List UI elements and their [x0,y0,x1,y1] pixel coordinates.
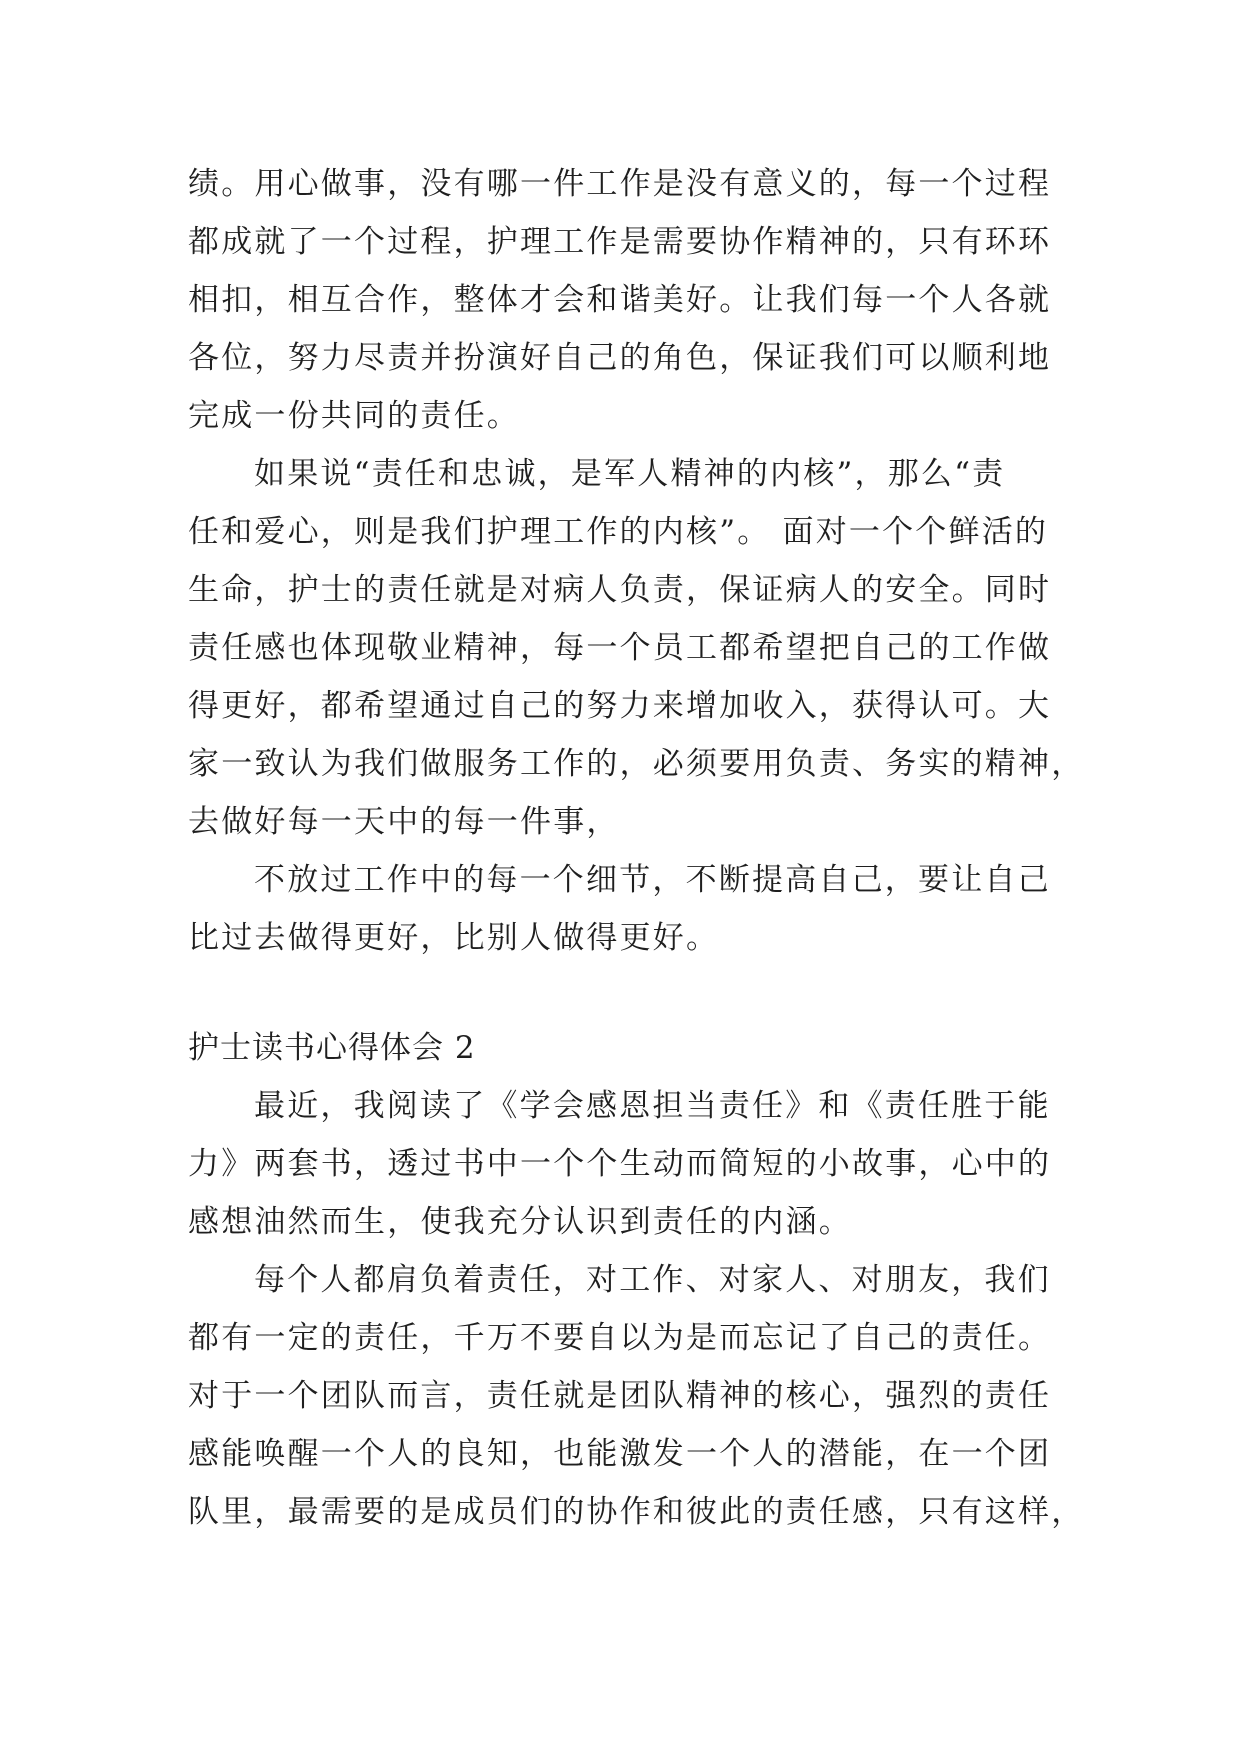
paragraph-line: 完成一份共同的责任。 [188,398,520,434]
paragraph-line: 绩。用心做事，没有哪一件工作是没有意义的，每一个过程 [188,166,1052,202]
paragraph-line: 去做好每一天中的每一件事， [188,804,620,840]
paragraph-line: 生命，护士的责任就是对病人负责，保证病人的安全。同时 [188,572,1052,608]
paragraph-line: 最近，我阅读了《学会感恩担当责任》和《责任胜于能 [254,1088,1051,1124]
paragraph-line: 感能唤醒一个人的良知，也能激发一个人的潜能，在一个团 [188,1436,1052,1472]
paragraph-line: 对于一个团队而言，责任就是团队精神的核心，强烈的责任 [188,1378,1052,1414]
paragraph-line: 都成就了一个过程，护理工作是需要协作精神的，只有环环 [188,224,1052,260]
paragraph-line: 家一致认为我们做服务工作的，必须要用负责、务实的精神， [188,746,1085,782]
paragraph-line: 各位，努力尽责并扮演好自己的角色，保证我们可以顺利地 [188,340,1052,376]
paragraph-line: 任和爱心，则是我们护理工作的内核”。 面对一个个鲜活的 [188,514,1049,550]
paragraph-line: 感想油然而生，使我充分认识到责任的内涵。 [188,1204,852,1240]
paragraph-line: 得更好，都希望通过自己的努力来增加收入，获得认可。大 [188,688,1052,724]
paragraph-line: 责任感也体现敬业精神，每一个员工都希望把自己的工作做 [188,630,1052,666]
paragraph-line: 不放过工作中的每一个细节，不断提高自己，要让自己 [254,862,1051,898]
document-body [188,155,1085,1541]
section-gap [188,967,1078,1019]
paragraph-line: 每个人都肩负着责任，对工作、对家人、对朋友，我们 [254,1262,1051,1298]
paragraph-line: 都有一定的责任，千万不要自以为是而忘记了自己的责任。 [188,1320,1052,1356]
paragraph-line: 力》两套书，透过书中一个个生动而简短的小故事，心中的 [188,1146,1052,1182]
section-title: 护士读书心得体会 2 [188,1030,476,1066]
paragraph-line: 相扣，相互合作，整体才会和谐美好。让我们每一个人各就 [188,282,1052,318]
paragraph-line: 如果说“责任和忠诚，是军人精神的内核”，那么“责 [254,456,1006,492]
paragraph-line: 队里，最需要的是成员们的协作和彼此的责任感，只有这样， [188,1494,1085,1530]
paragraph-line: 比过去做得更好，比别人做得更好。 [188,920,720,956]
